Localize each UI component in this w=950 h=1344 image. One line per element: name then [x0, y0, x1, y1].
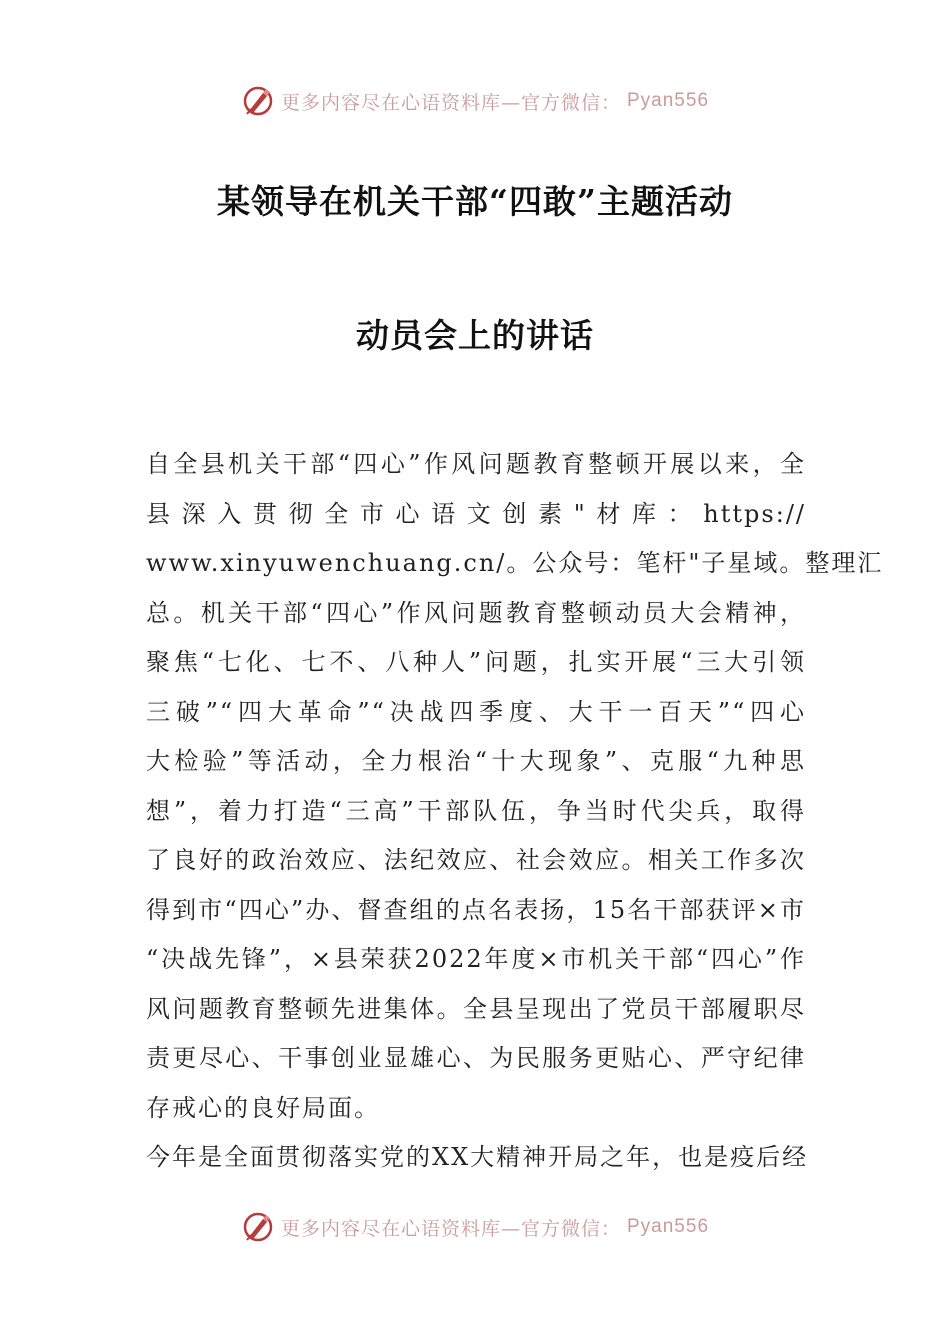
text-line: 今年是全面贯彻落实党的XX大精神开局之年，也是疫后经 — [146, 1143, 809, 1171]
text-line: 县 深 入 贯 彻 全 市 心 语 文 创 素 " 材 库 ： https:// — [146, 499, 806, 528]
text-line: “决战先锋”，×县荣获2022年度×市机关干部“四心”作 — [146, 945, 806, 973]
pen-circle-logo-icon — [241, 1210, 275, 1244]
text-line: 责更尽心、干事创业显雄心、为民服务更贴心、严守纪律 — [146, 1044, 806, 1072]
text-line: 存戒心的良好局面。 — [146, 1093, 380, 1122]
header-banner — [0, 84, 950, 118]
banner-text: 更多内容尽在心语资料库—官方微信： — [280, 1217, 621, 1240]
banner-text: 更多内容尽在心语资料库—官方微信： — [280, 91, 621, 114]
text-line: 了良好的政治效应、法纪效应、社会效应。相关工作多次 — [146, 846, 806, 874]
footer-banner — [0, 1210, 950, 1244]
text-line: 聚焦“七化、七不、八种人”问题，扎实开展“三大引领 — [146, 648, 806, 676]
text-line: 风问题教育整顿先进集体。全县呈现出了党员干部履职尽 — [146, 994, 806, 1023]
banner-brand: Pyan556 — [627, 1216, 710, 1237]
text-line: www.xinyuwenchuang.cn/。公众号：笔杆"子星域。整理汇 — [146, 549, 884, 577]
text-line: 总。机关干部“四心”作风问题教育整顿动员大会精神， — [146, 598, 806, 627]
text-line: 想”，着力打造“三高”干部队伍，争当时代尖兵，取得 — [146, 796, 806, 825]
text-line: 大检验”等活动，全力根治“十大现象”、克服“九种思 — [146, 747, 806, 775]
document-title-line-2: 动员会上的讲话 — [356, 316, 594, 355]
text-line: 得到市“四心”办、督查组的点名表扬，15名干部获评×市 — [146, 895, 806, 924]
text-line: 三破”“四大革命”“决战四季度、大干一百天”“四心 — [146, 697, 806, 726]
pen-circle-logo-icon — [241, 84, 275, 118]
body-paragraph — [146, 440, 884, 1183]
text-line: 自全县机关干部“四心”作风问题教育整顿开展以来，全 — [146, 450, 806, 478]
document-title-line-1: 某领导在机关干部“四敢”主题活动 — [217, 182, 733, 221]
banner-brand: Pyan556 — [627, 90, 710, 111]
